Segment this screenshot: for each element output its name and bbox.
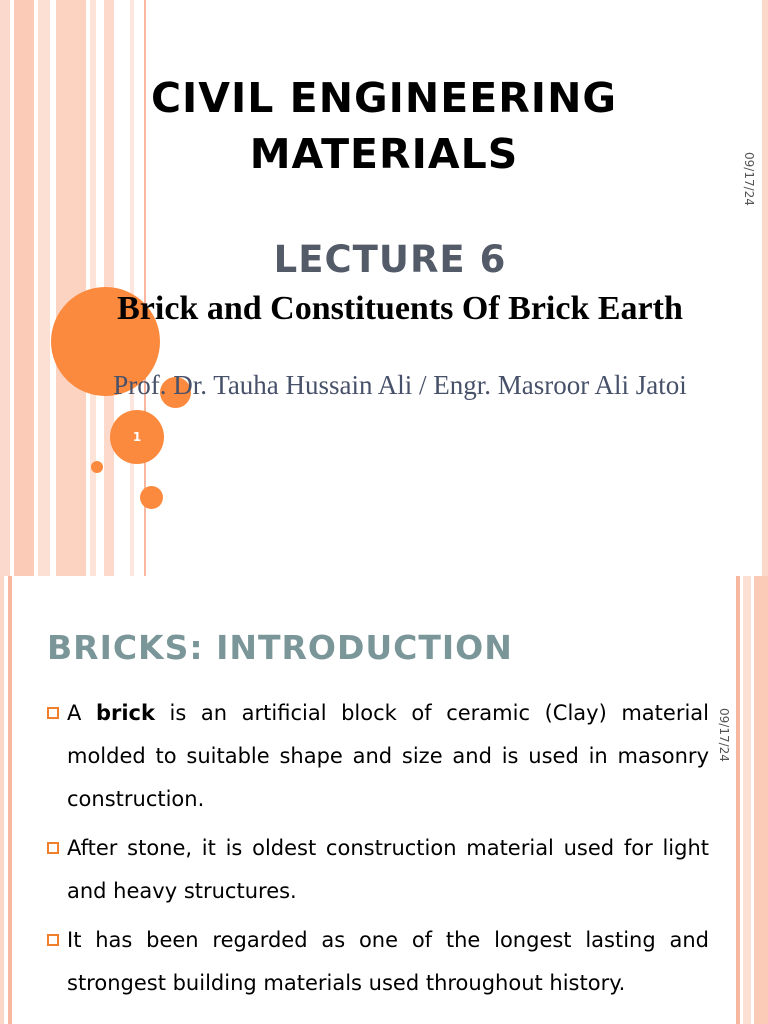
decorative-stripe bbox=[0, 576, 4, 1024]
decorative-circle bbox=[91, 461, 103, 473]
authors: Prof. Dr. Tauha Hussain Ali / Engr. Masroor Ali Jatoi bbox=[113, 370, 687, 400]
bullet-icon bbox=[47, 842, 59, 854]
bullet-text: It has been regarded as one of the longest lasting and strongest building materials used throughout history. bbox=[67, 928, 709, 995]
lecture-number: LECTURE 6 bbox=[273, 238, 507, 281]
decorative-stripe bbox=[743, 576, 751, 1024]
bullet-text-end: is an artificial block of ceramic (Clay) material molded to suitable shape and size and is used in masonry construction. bbox=[67, 701, 709, 811]
list-item bbox=[47, 827, 709, 913]
decorative-stripe bbox=[8, 576, 12, 1024]
decorative-stripe bbox=[14, 0, 34, 576]
slide-heading: BRICKS: INTRODUCTION bbox=[47, 628, 513, 667]
page-number: 1 bbox=[132, 430, 142, 444]
bullet-icon bbox=[47, 934, 59, 946]
bullet-bold-term: brick bbox=[95, 701, 155, 725]
bullet-text-start: A bbox=[67, 701, 96, 725]
decorative-stripe bbox=[736, 576, 740, 1024]
decorative-circle bbox=[140, 486, 163, 509]
decorative-stripe bbox=[38, 0, 50, 576]
slide-date: 09/17/24 bbox=[717, 708, 731, 762]
slide-date: 09/17/24 bbox=[742, 152, 756, 206]
list-item bbox=[47, 692, 709, 821]
slide-subtitle: Brick and Constituents Of Brick Earth bbox=[117, 290, 683, 327]
decorative-stripe bbox=[0, 0, 10, 576]
content-slide bbox=[0, 576, 768, 1024]
decorative-stripe bbox=[762, 0, 768, 576]
bullet-icon bbox=[47, 707, 59, 719]
bullet-list bbox=[47, 692, 709, 1011]
decorative-stripe bbox=[754, 576, 768, 1024]
bullet-text: After stone, it is oldest construction material used for light and heavy structures. bbox=[67, 836, 709, 903]
list-item bbox=[47, 919, 709, 1005]
slide-title: CIVIL ENGINEERING MATERIALS bbox=[150, 74, 618, 178]
